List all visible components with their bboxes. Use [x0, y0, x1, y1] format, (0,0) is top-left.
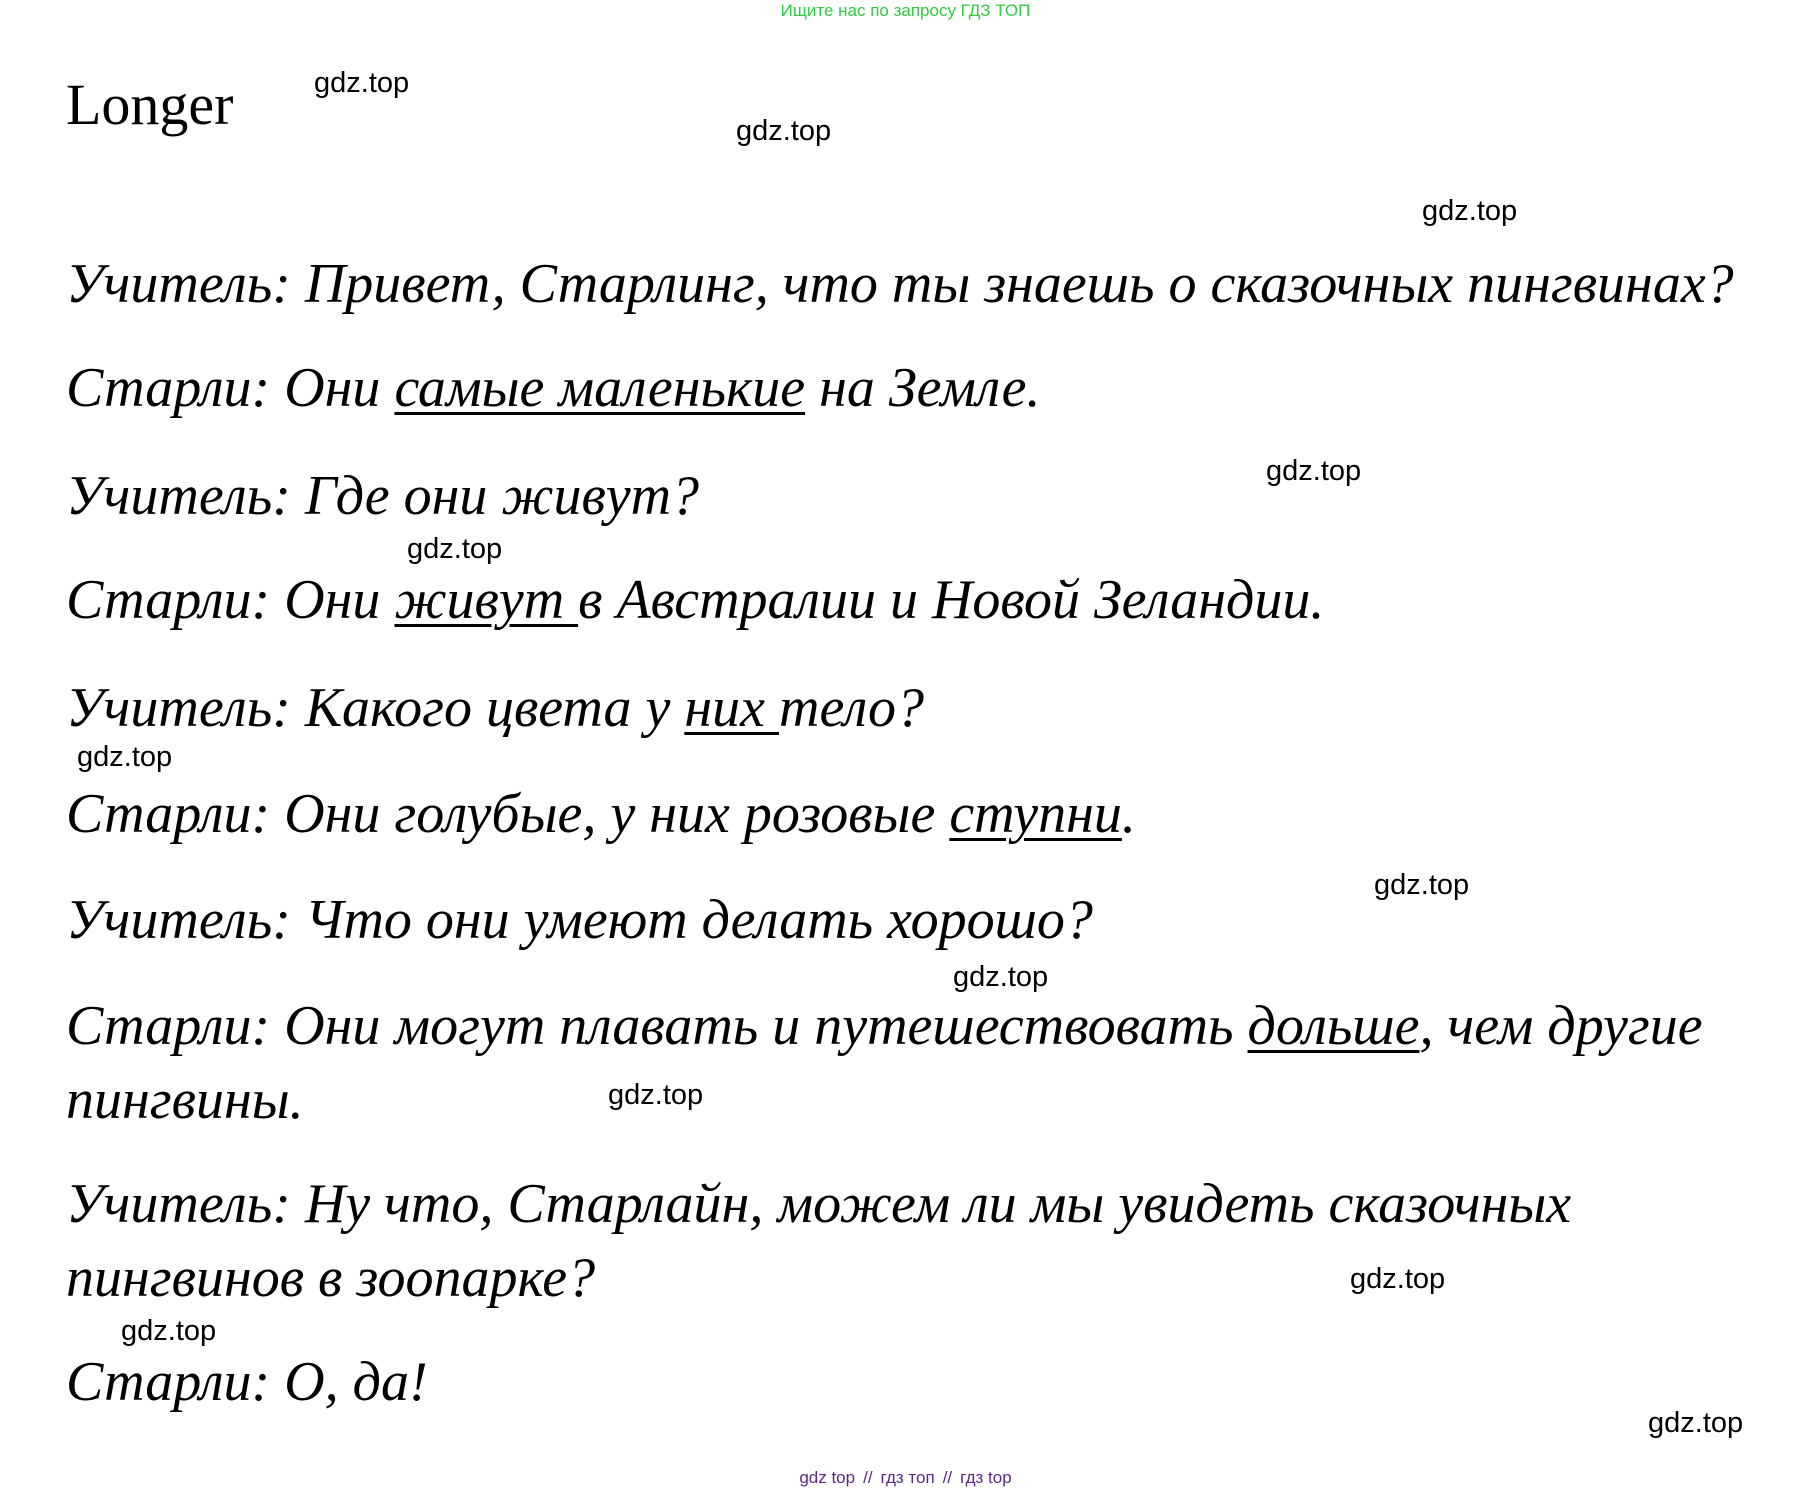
footer-links: [0, 1467, 1811, 1489]
line-text: , чем другие: [1419, 995, 1703, 1057]
speaker: Учитель:: [66, 1173, 291, 1235]
dialogue-line-10: [66, 1346, 428, 1418]
line-text: пингвинов в зоопарке?: [66, 1247, 596, 1309]
dialogue-line-5: [66, 672, 924, 744]
speaker: Учитель:: [66, 465, 291, 527]
watermark: gdz.top: [77, 741, 173, 773]
speaker: Старли:: [66, 357, 271, 419]
dialogue-line-3: [66, 460, 699, 532]
speaker: Старли:: [66, 995, 271, 1057]
line-text: Что они умеют делать хорошо?: [304, 889, 1093, 951]
dialogue-line-1: [66, 248, 1734, 320]
watermark: gdz.top: [1266, 455, 1362, 487]
line-text: Где они живут?: [304, 465, 700, 527]
line-text: пингвины.: [66, 1069, 304, 1131]
line-text: .: [1121, 783, 1136, 845]
watermark: gdz.top: [1422, 195, 1518, 227]
dialogue-line-9-continued: [66, 1242, 595, 1314]
line-text: Они могут плавать и путешествовать: [284, 995, 1234, 1057]
watermark: gdz.top: [314, 67, 410, 99]
line-text: Они голубые, у них розовые: [284, 783, 936, 845]
dialogue-line-4: [66, 564, 1324, 636]
line-text: Ну что, Старлайн, можем ли мы увидеть сказочных: [304, 1173, 1572, 1235]
footer-link-gdz-top-ru[interactable]: гдз топ: [880, 1468, 935, 1487]
footer-separator: //: [942, 1468, 953, 1487]
watermark: gdz.top: [953, 961, 1049, 993]
underlined-answer: них: [684, 677, 780, 739]
line-text: на Земле.: [819, 357, 1041, 419]
watermark: gdz.top: [1374, 869, 1470, 901]
line-text: Они: [284, 357, 381, 419]
dialogue-line-8-continued: [66, 1064, 304, 1136]
watermark: gdz.top: [1350, 1263, 1446, 1295]
watermark: gdz.top: [608, 1079, 704, 1111]
footer-separator: //: [863, 1468, 873, 1487]
speaker: Старли:: [66, 569, 271, 631]
underlined-answer: ступни: [949, 783, 1122, 845]
watermark: gdz.top: [736, 115, 832, 147]
dialogue-line-6: [66, 778, 1136, 850]
underlined-answer: самые маленькие: [394, 357, 806, 419]
footer-link-gdz-top[interactable]: gdz top: [799, 1468, 856, 1487]
speaker: Учитель:: [66, 889, 291, 951]
watermark: gdz.top: [1648, 1407, 1744, 1439]
line-text: Они: [284, 569, 381, 631]
footer-link-gdz-top-mixed[interactable]: гдз top: [960, 1468, 1012, 1487]
dialogue-line-2: [66, 352, 1040, 424]
dialogue-line-8: [66, 990, 1703, 1062]
line-text: в Австралии и Новой Зеландии.: [578, 569, 1325, 631]
dialogue-line-9: [66, 1168, 1571, 1240]
speaker: Старли:: [66, 1351, 271, 1413]
speaker: Учитель:: [66, 677, 291, 739]
dialogue-line-7: [66, 884, 1093, 956]
watermark: gdz.top: [121, 1315, 217, 1347]
search-banner: Ищите нас по запросу ГДЗ ТОП: [780, 1, 1031, 20]
page-title: Longer: [66, 72, 234, 137]
line-text: О, да!: [284, 1351, 428, 1413]
watermark: gdz.top: [407, 533, 503, 565]
underlined-answer: живут: [394, 569, 579, 631]
underlined-answer: дольше: [1247, 995, 1420, 1057]
line-text: Привет, Старлинг, что ты знаешь о сказочных пингвинах?: [304, 253, 1734, 315]
speaker: Учитель:: [66, 253, 291, 315]
line-text: Какого цвета у: [304, 677, 671, 739]
line-text: тело?: [779, 677, 925, 739]
speaker: Старли:: [66, 783, 271, 845]
